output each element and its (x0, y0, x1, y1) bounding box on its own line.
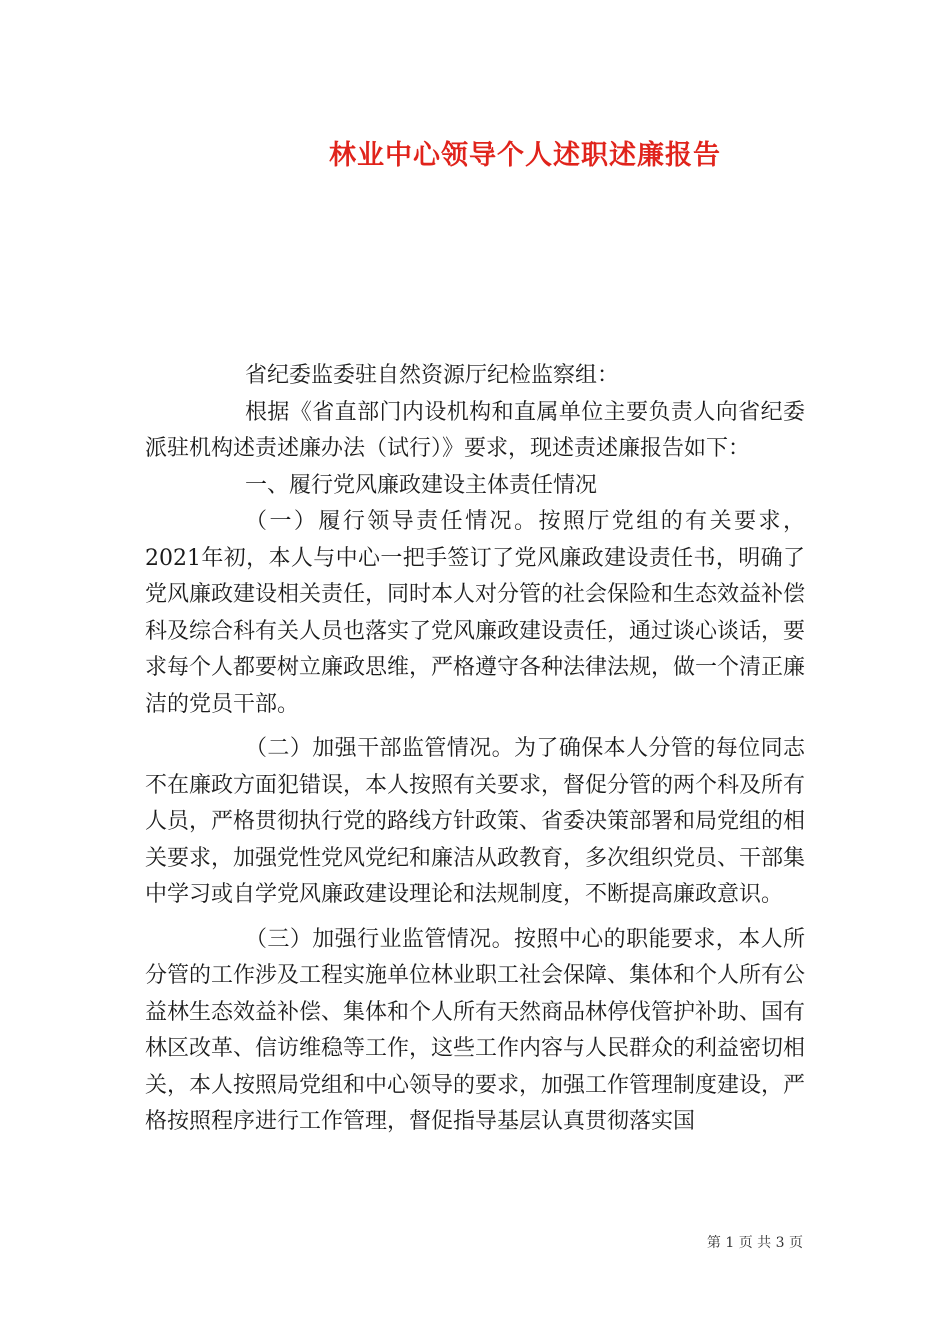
page-number: 第 1 页 共 3 页 (706, 1235, 803, 1251)
salutation: 省纪委监委驻自然资源厅纪检监察组： (245, 363, 620, 388)
document-title: 林业中心领导个人述职述廉报告 (329, 140, 721, 171)
paragraph-leadership-responsibility: （一）履行领导责任情况。按照厅党组的有关要求，2021年初，本人与中心一把手签订了党风廉政建设责任书，明确了党风廉政建设相关责任，同时本人对分管的社会保险和生态效益补偿科及综合科有关人员也落实了党风廉政建设责任，通过谈心谈话，要求每个人都要树立廉政思维，严格遵守各种法律法规，做一个清正廉洁的党员干部。 (145, 509, 806, 717)
paragraph-cadre-supervision: （二）加强干部监管情况。为了确保本人分管的每位同志不在廉政方面犯错误，本人按照有关要求，督促分管的两个科及所有人员，严格贯彻执行党的路线方针政策、省委决策部署和局党组的相关要求，加强党性党风党纪和廉洁从政教育，多次组织党员、干部集中学习或自学党风廉政建设理论和法规制度，不断提高廉政意识。 (145, 736, 806, 907)
document-body (145, 358, 805, 1141)
intro-paragraph: 根据《省直部门内设机构和直属单位主要负责人向省纪委派驻机构述责述廉办法（试行）》要求，现述责述廉报告如下： (145, 399, 805, 461)
paragraph-industry-supervision: （三）加强行业监管情况。按照中心的职能要求，本人所分管的工作涉及工程实施单位林业职工社会保障、集体和个人所有公益林生态效益补偿、集体和个人所有天然商品林停伐管护补助、国有林区改革、信访维稳等工作，这些工作内容与人民群众的利益密切相关，本人按照局党组和中心领导的要求，加强工作管理制度建设，严格按照程序进行工作管理，督促指导基层认真贯彻落实国 (145, 926, 806, 1134)
section-heading-1: 一、履行党风廉政建设主体责任情况 (245, 472, 598, 498)
